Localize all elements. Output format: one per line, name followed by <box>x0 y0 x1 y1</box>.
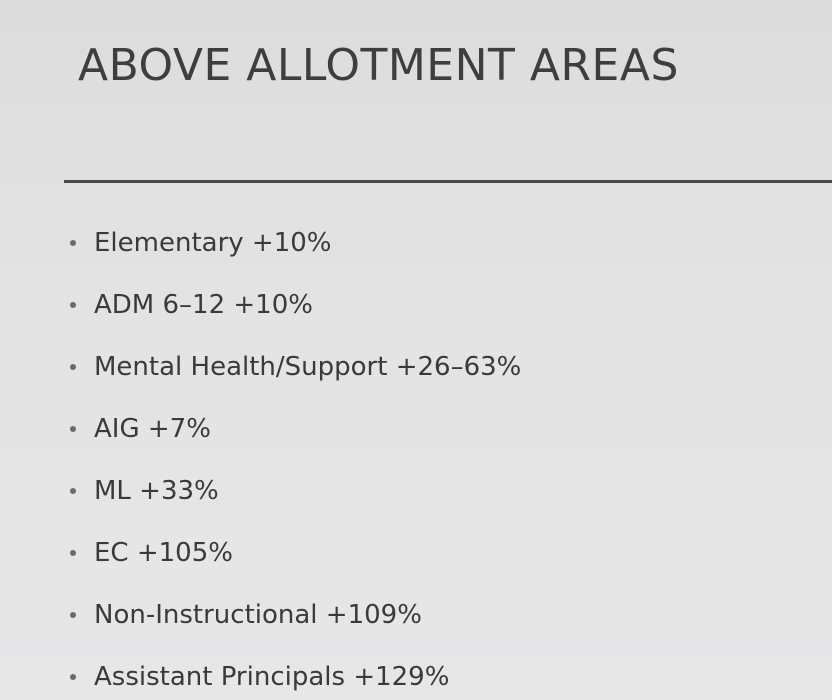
bullet-dot-icon <box>70 488 76 494</box>
bullet-item-non-instructional <box>70 584 521 646</box>
bullet-dot-icon <box>70 426 76 432</box>
bullet-text: Assistant Principals +129% <box>94 662 450 692</box>
bullet-dot-icon <box>70 550 76 556</box>
bullet-text: Non-Instructional +109% <box>94 600 422 630</box>
bullet-item-elementary <box>70 212 521 274</box>
bullet-item-ml <box>70 460 521 522</box>
bullet-dot-icon <box>70 302 76 308</box>
bullet-text: ADM 6–12 +10% <box>94 290 313 320</box>
bullet-item-mental-health <box>70 336 521 398</box>
bullet-dot-icon <box>70 240 76 246</box>
bullet-text: Elementary +10% <box>94 228 332 258</box>
bullet-item-adm <box>70 274 521 336</box>
bullet-dot-icon <box>70 674 76 680</box>
bullet-item-aig <box>70 398 521 460</box>
bullet-item-ec <box>70 522 521 584</box>
bullet-dot-icon <box>70 364 76 370</box>
bullet-text: AIG +7% <box>94 414 211 444</box>
bullet-text: EC +105% <box>94 538 233 568</box>
bullet-item-assistant-principals <box>70 646 521 700</box>
bullet-dot-icon <box>70 612 76 618</box>
bullet-list <box>70 212 521 700</box>
title-divider <box>64 180 832 183</box>
slide-title: ABOVE ALLOTMENT AREAS <box>78 40 679 91</box>
bullet-text: ML +33% <box>94 476 219 506</box>
bullet-text: Mental Health/Support +26–63% <box>94 352 522 382</box>
